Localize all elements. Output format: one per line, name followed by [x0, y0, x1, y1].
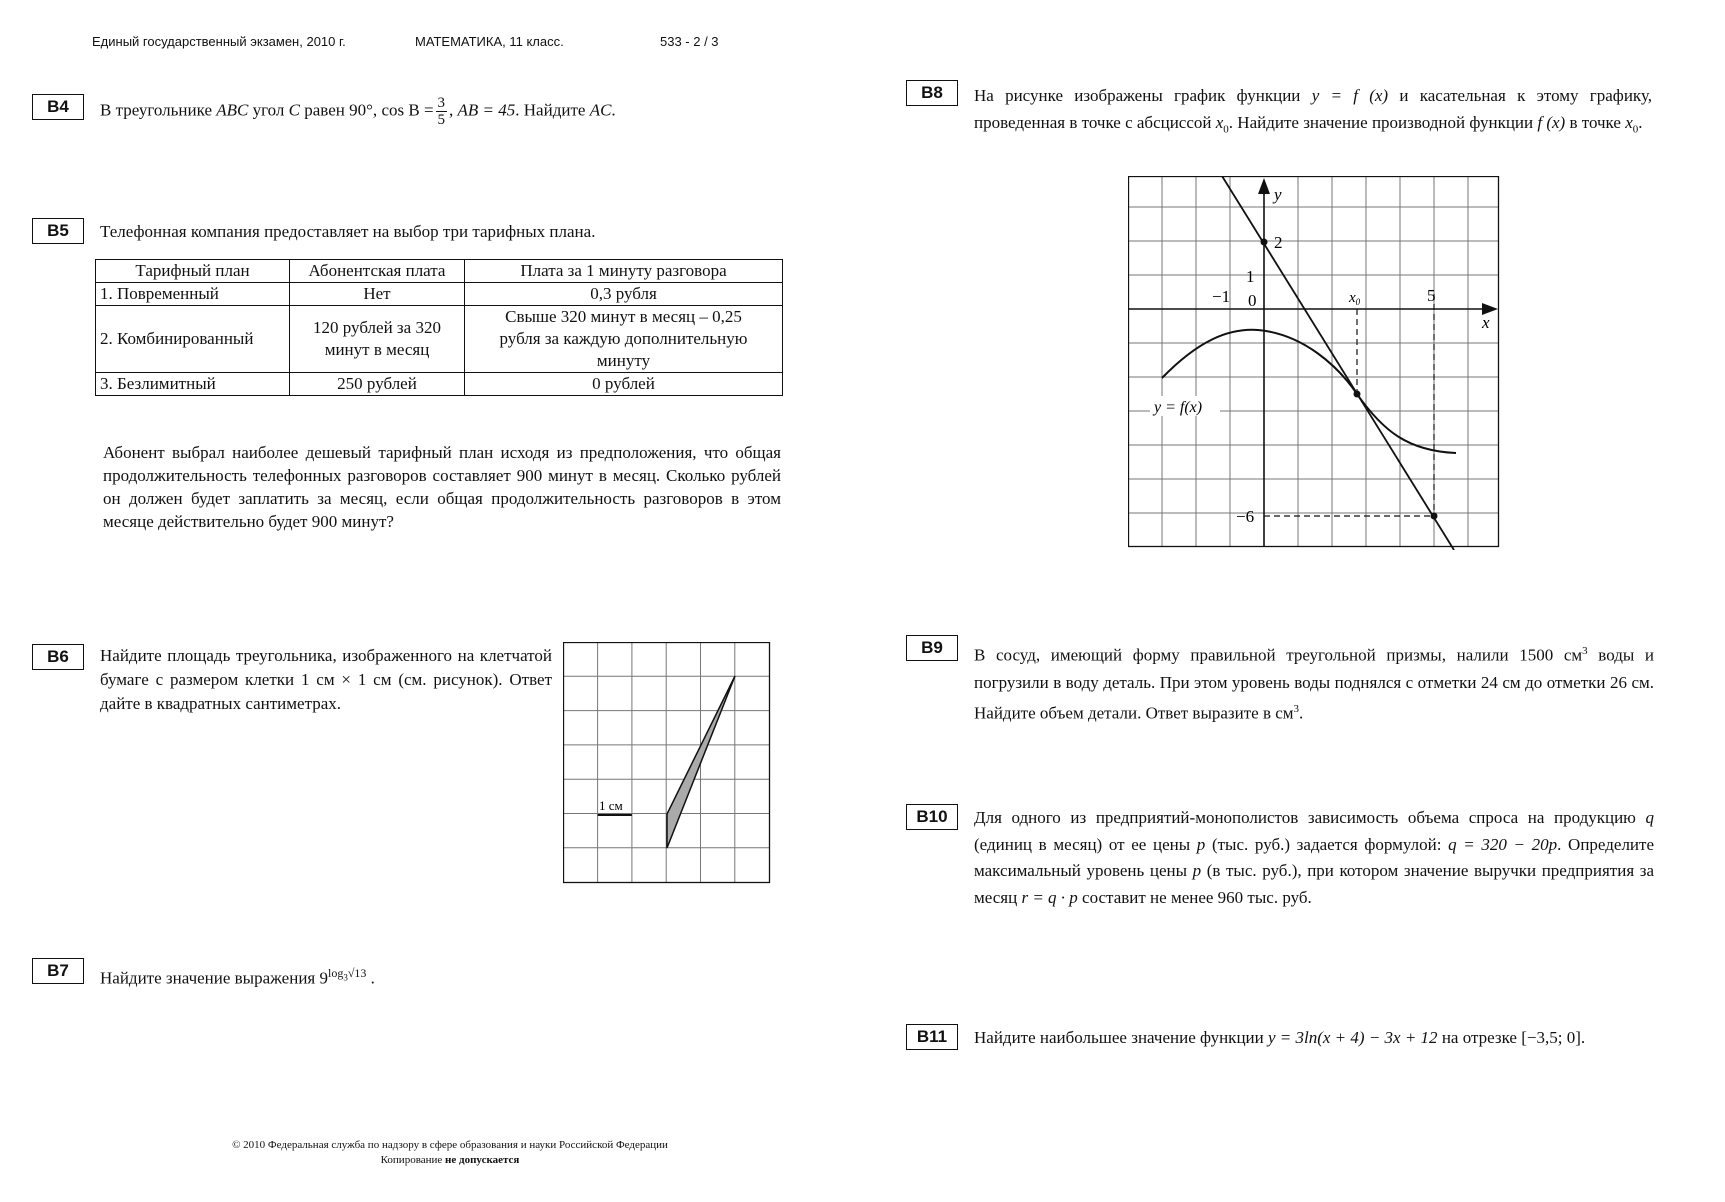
b4-frac-num: 3: [437, 95, 446, 111]
b6-grid-figure: [563, 642, 773, 884]
footer-copyright: © 2010 Федеральная служба по надзору в сфере образования и науки Российской Федерации: [232, 1139, 668, 1151]
table-cell: Свыше 320 минут в месяц – 0,25 рубля за каждую дополнительную минуту: [465, 306, 783, 373]
table-header-cell: Тарифный план: [96, 260, 290, 283]
b4-text-1: В треугольнике: [100, 100, 212, 120]
b9-end: .: [1299, 703, 1304, 723]
b4-fraction: [436, 95, 448, 128]
b8-point-x5: [1431, 513, 1438, 520]
b10-text-2: (единиц в месяц) от ее цены: [974, 834, 1191, 854]
task-tag-b4: B4: [32, 94, 84, 120]
b8-label-x0: $x_0$: [1349, 290, 1361, 307]
table-header-cell: Абонентская плата: [290, 260, 465, 283]
task-tag-b8: B8: [906, 80, 958, 106]
task-tag-b11: B11: [906, 1024, 958, 1050]
header-subject: МАТЕМАТИКА, 11 класс.: [415, 34, 564, 49]
b6-scale-label: 1 см: [599, 798, 623, 813]
task-b11-text: [974, 1024, 1654, 1051]
table-cell: 3. Безлимитный: [96, 373, 290, 396]
b10-q: q: [1645, 808, 1654, 827]
b11-text-2: на отрезке [−3,5; 0].: [1441, 1028, 1586, 1047]
b8-x0-sub: 0: [1223, 123, 1229, 136]
b7-end: .: [370, 968, 375, 988]
b10-text-4: . Определите максимальный уровень цены: [974, 834, 1655, 880]
b8-label-minus1: −1: [1212, 287, 1231, 306]
b10-text-5: (в тыс. руб.), при котором значение выручки предприятия за месяц: [974, 861, 1654, 907]
b8-label-0: 0: [1248, 291, 1257, 310]
task-b5-intro: Телефонная компания предоставляет на выбор три тарифных плана.: [100, 222, 596, 241]
b10-p: p: [1196, 834, 1206, 854]
task-b8-text: [974, 82, 1652, 143]
b8-function-curve: [1162, 330, 1456, 453]
task-tag-b7: B7: [32, 958, 84, 984]
task-tag-b10: B10: [906, 804, 958, 830]
b7-text: Найдите значение выражения: [100, 968, 316, 988]
b10-text-6: составит не менее 960 тыс. руб.: [1082, 887, 1312, 907]
b8-label-1: 1: [1246, 267, 1255, 286]
b10-r: r = q · p: [1021, 887, 1078, 907]
b4-ab: AB = 45: [457, 100, 516, 120]
b4-text-2: угол: [252, 100, 285, 120]
table-cell: 2. Комбинированный: [96, 306, 290, 373]
b8-x0-sub-2: 0: [1632, 123, 1639, 136]
b8-y-label: y: [1274, 185, 1282, 204]
table-cell: 250 рублей: [290, 373, 465, 396]
b9-text-1: В сосуд, имеющий форму правильной треугольной призмы, налили 1500 см: [974, 645, 1583, 665]
b8-func-label: y = f(x): [1154, 399, 1203, 416]
header-exam: Единый государственный экзамен, 2010 г.: [92, 34, 346, 49]
table-cell: 1. Повременный: [96, 283, 290, 306]
b8-x-label: x: [1482, 313, 1490, 332]
table-cell: Нет: [290, 283, 465, 306]
task-b4-text: [100, 95, 800, 128]
table-row: [96, 306, 783, 373]
b9-sup-1: 3: [1582, 645, 1588, 657]
b11-formula: y = 3ln(x + 4) − 3x + 12: [1267, 1028, 1438, 1047]
task-tag-b5: B5: [32, 218, 84, 244]
b8-label-2: 2: [1274, 233, 1283, 252]
b7-exp-sub: 3: [343, 972, 348, 983]
table-row: [96, 373, 783, 396]
b8-point-y2: [1261, 239, 1268, 246]
b8-text-1: На рисунке изображены график функции: [974, 86, 1301, 105]
b8-end: .: [1638, 113, 1643, 132]
task-b6-text: Найдите площадь треугольника, изображенного на клетчатой бумаге с размером клетки 1 см × 1 см (см. рисунок). Ответ дайте в квадратных сантиметрах.: [100, 646, 552, 713]
table-header-row: [96, 260, 783, 283]
b4-end: .: [611, 100, 616, 120]
b10-p-2: p: [1192, 861, 1202, 880]
table-cell: 0 рублей: [465, 373, 783, 396]
b4-ac: AC: [589, 100, 612, 120]
b8-y-arrow: [1258, 178, 1270, 194]
b4-c: C: [288, 100, 301, 120]
task-b5-question: Абонент выбрал наиболее дешевый тарифный план исходя из предположения, что общая продолжительность телефонных разговоров составляет 900 минут в месяц. Сколько рублей он должен будет заплатить за месяц, если общая продолжительность разговоров в этом месяце действительно будет 900 минут?: [103, 443, 781, 531]
b11-text-1: Найдите наибольшее значение функции: [974, 1028, 1264, 1047]
b8-label-5: 5: [1427, 286, 1436, 305]
b7-base: 9: [319, 968, 328, 988]
task-tag-b6: B6: [32, 644, 84, 670]
b4-text-5: . Найдите: [515, 100, 586, 120]
b4-cosb: cos B =: [381, 100, 434, 120]
table-row: [96, 283, 783, 306]
task-tag-b9: B9: [906, 635, 958, 661]
task-b9-text: [974, 638, 1654, 726]
b4-text-3: равен 90°,: [304, 100, 378, 120]
b10-text-3: (тыс. руб.) задается формулой:: [1211, 834, 1442, 854]
table-cell: 120 рублей за 320 минут в месяц: [290, 306, 465, 373]
b8-tangent-line: [1222, 176, 1454, 550]
footer-copy-text: Копирование: [380, 1154, 443, 1166]
b7-exp-arg: √13: [347, 966, 367, 980]
b4-abc: ABC: [216, 100, 249, 120]
b8-grid: [1128, 176, 1499, 547]
b10-formula: q = 320 − 20p: [1448, 834, 1558, 854]
b7-exp: log: [327, 966, 344, 980]
b8-x0: x: [1215, 113, 1224, 132]
task-b7-text: [100, 961, 600, 991]
b8-graph-border: [1129, 177, 1499, 547]
b8-graph: [1128, 176, 1502, 550]
b8-func: y = f (x): [1311, 86, 1389, 105]
b8-text-3: . Найдите значение производной функции: [1228, 113, 1534, 132]
b9-sup-2: 3: [1293, 702, 1300, 715]
b9-text-2: воды и погрузили в воду деталь. При этом уровень воды поднялся с отметки 24 см до отметки 26 см. Найдите объем детали. Ответ выразите в см: [974, 645, 1655, 723]
b8-text-4: в точке: [1569, 113, 1621, 132]
b8-x0-2: x: [1625, 113, 1633, 132]
tariff-table: [95, 259, 783, 396]
b4-frac-den: 5: [437, 112, 446, 128]
b8-text-2: и касательная к этому графику, проведенная в точке с абсциссой: [974, 86, 1652, 132]
table-cell: 0,3 рубля: [465, 283, 783, 306]
task-b10-text: [974, 805, 1654, 911]
b8-label-minus6: −6: [1236, 507, 1255, 526]
footer-copy-notice: [150, 1154, 750, 1166]
b8-func-2: f (x): [1537, 113, 1566, 132]
header-page: 533 - 2 / 3: [660, 34, 719, 49]
footer-copy-bold: не допускается: [445, 1154, 520, 1166]
table-header-cell: Плата за 1 минуту разговора: [465, 260, 783, 283]
b8-point-x0: [1354, 391, 1361, 398]
b4-comma: ,: [449, 100, 454, 120]
b10-text-1: Для одного из предприятий-монополистов зависимость объема спроса на продукцию: [974, 808, 1636, 827]
